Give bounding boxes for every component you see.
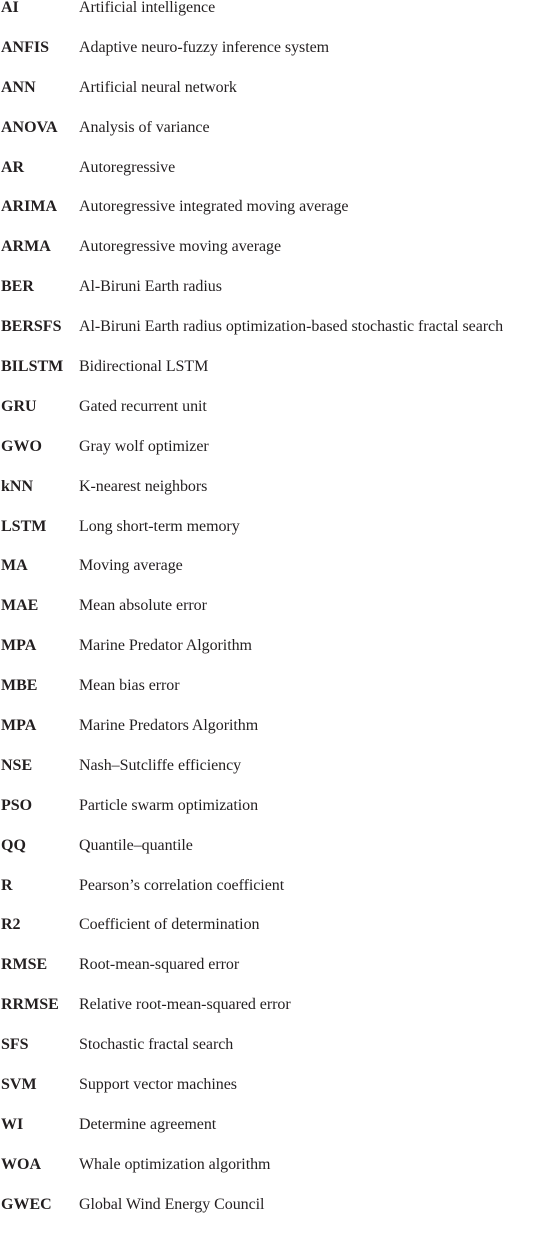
abbreviation-definition: Long short-term memory — [79, 517, 240, 535]
abbreviation-term: BERSFS — [1, 318, 62, 336]
abbreviation-definition: K-nearest neighbors — [79, 477, 208, 495]
abbreviation-definition: Stochastic fractal search — [79, 1036, 234, 1054]
abbreviation-term: MBE — [1, 677, 38, 695]
abbreviation-row — [0, 239, 558, 279]
abbreviation-definition: Mean bias error — [79, 677, 180, 695]
abbreviation-term: GWO — [1, 437, 42, 455]
abbreviation-term: kNN — [1, 477, 34, 495]
abbreviation-term: NSE — [1, 756, 33, 774]
abbreviation-row — [0, 120, 558, 160]
abbreviation-definition: Mean absolute error — [79, 597, 207, 615]
abbreviation-definition: Autoregressive integrated moving average — [79, 198, 349, 216]
abbreviation-row — [0, 878, 558, 918]
abbreviation-row — [0, 519, 558, 559]
abbreviation-row — [0, 838, 558, 878]
abbreviation-row — [0, 0, 558, 40]
abbreviation-term: RMSE — [1, 956, 48, 974]
abbreviation-definition: Gray wolf optimizer — [79, 437, 209, 455]
abbreviation-term: ARIMA — [1, 198, 57, 216]
abbreviation-row — [0, 479, 558, 519]
abbreviation-term: SVM — [1, 1076, 37, 1094]
abbreviation-row — [0, 798, 558, 838]
abbreviation-row — [0, 199, 558, 239]
abbreviation-term: MAE — [1, 597, 39, 615]
abbreviation-term: ANFIS — [1, 38, 50, 56]
abbreviation-term: R — [1, 876, 13, 894]
abbreviation-definition: Quantile–quantile — [79, 836, 193, 854]
abbreviation-definition: Moving average — [79, 557, 183, 575]
abbreviation-definition: Artificial neural network — [79, 78, 237, 96]
abbreviation-definition: Gated recurrent unit — [79, 397, 207, 415]
abbreviation-row — [0, 558, 558, 598]
abbreviation-definition: Root-mean-squared error — [79, 956, 240, 974]
abbreviation-definition: Autoregressive — [79, 158, 176, 176]
abbreviation-row — [0, 160, 558, 200]
abbreviation-definition: Adaptive neuro-fuzzy inference system — [79, 38, 330, 56]
abbreviation-term: LSTM — [1, 517, 47, 535]
abbreviation-definition: Nash–Sutcliffe efficiency — [79, 756, 242, 774]
abbreviation-term: QQ — [1, 836, 26, 854]
abbreviation-definition: Al-Biruni Earth radius optimization-based stochastic fractal search — [79, 318, 504, 336]
abbreviation-definition: Bidirectional LSTM — [79, 358, 209, 376]
abbreviation-definition: Relative root-mean-squared error — [79, 996, 291, 1014]
abbreviation-row — [0, 957, 558, 997]
abbreviation-definition: Whale optimization algorithm — [79, 1155, 271, 1173]
abbreviation-row — [0, 1157, 558, 1197]
abbreviation-term: ARMA — [1, 238, 51, 256]
abbreviation-row — [0, 678, 558, 718]
abbreviation-term: MPA — [1, 637, 37, 655]
abbreviation-row — [0, 359, 558, 399]
abbreviation-row — [0, 758, 558, 798]
abbreviation-definition: Global Wind Energy Council — [79, 1195, 265, 1213]
abbreviation-row — [0, 80, 558, 120]
abbreviation-term: R2 — [1, 916, 21, 934]
abbreviation-term: AR — [1, 158, 25, 176]
abbreviation-term: AI — [1, 0, 19, 16]
abbreviation-definition: Analysis of variance — [79, 118, 210, 136]
abbreviation-term: BER — [1, 278, 34, 296]
abbreviation-definition: Autoregressive moving average — [79, 238, 282, 256]
abbreviation-term: MA — [1, 557, 28, 575]
abbreviation-term: SFS — [1, 1036, 29, 1054]
abbreviation-term: GRU — [1, 397, 37, 415]
abbreviation-definition: Al-Biruni Earth radius — [79, 278, 222, 296]
abbreviation-row — [0, 638, 558, 678]
abbreviation-row — [0, 598, 558, 638]
abbreviation-term: MPA — [1, 717, 37, 735]
abbreviation-row — [0, 1117, 558, 1157]
abbreviation-row — [0, 439, 558, 479]
abbreviation-term: GWEC — [1, 1195, 52, 1213]
abbreviation-definition: Marine Predators Algorithm — [79, 717, 259, 735]
abbreviation-row — [0, 1197, 558, 1237]
abbreviation-term: ANN — [1, 78, 36, 96]
abbreviation-definition: Marine Predator Algorithm — [79, 637, 252, 655]
abbreviation-term: WOA — [1, 1155, 41, 1173]
abbreviation-definition: Artificial intelligence — [79, 0, 216, 16]
abbreviation-row — [0, 997, 558, 1037]
abbreviation-row — [0, 718, 558, 758]
abbreviation-term: PSO — [1, 796, 33, 814]
abbreviation-definition: Support vector machines — [79, 1076, 237, 1094]
abbreviation-definition: Particle swarm optimization — [79, 796, 259, 814]
abbreviation-term: RRMSE — [1, 996, 59, 1014]
abbreviation-term: WI — [1, 1115, 24, 1133]
abbreviation-row — [0, 917, 558, 957]
abbreviation-row — [0, 40, 558, 80]
abbreviation-row — [0, 1077, 558, 1117]
abbreviation-row — [0, 1037, 558, 1077]
abbreviation-row — [0, 319, 558, 359]
abbreviation-term: ANOVA — [1, 118, 58, 136]
abbreviation-definition: Coefficient of determination — [79, 916, 260, 934]
abbreviation-row — [0, 399, 558, 439]
abbreviation-definition: Pearson’s correlation coefficient — [79, 876, 285, 894]
abbreviation-row — [0, 279, 558, 319]
abbreviation-term: BILSTM — [1, 358, 64, 376]
abbreviation-definition: Determine agreement — [79, 1115, 217, 1133]
